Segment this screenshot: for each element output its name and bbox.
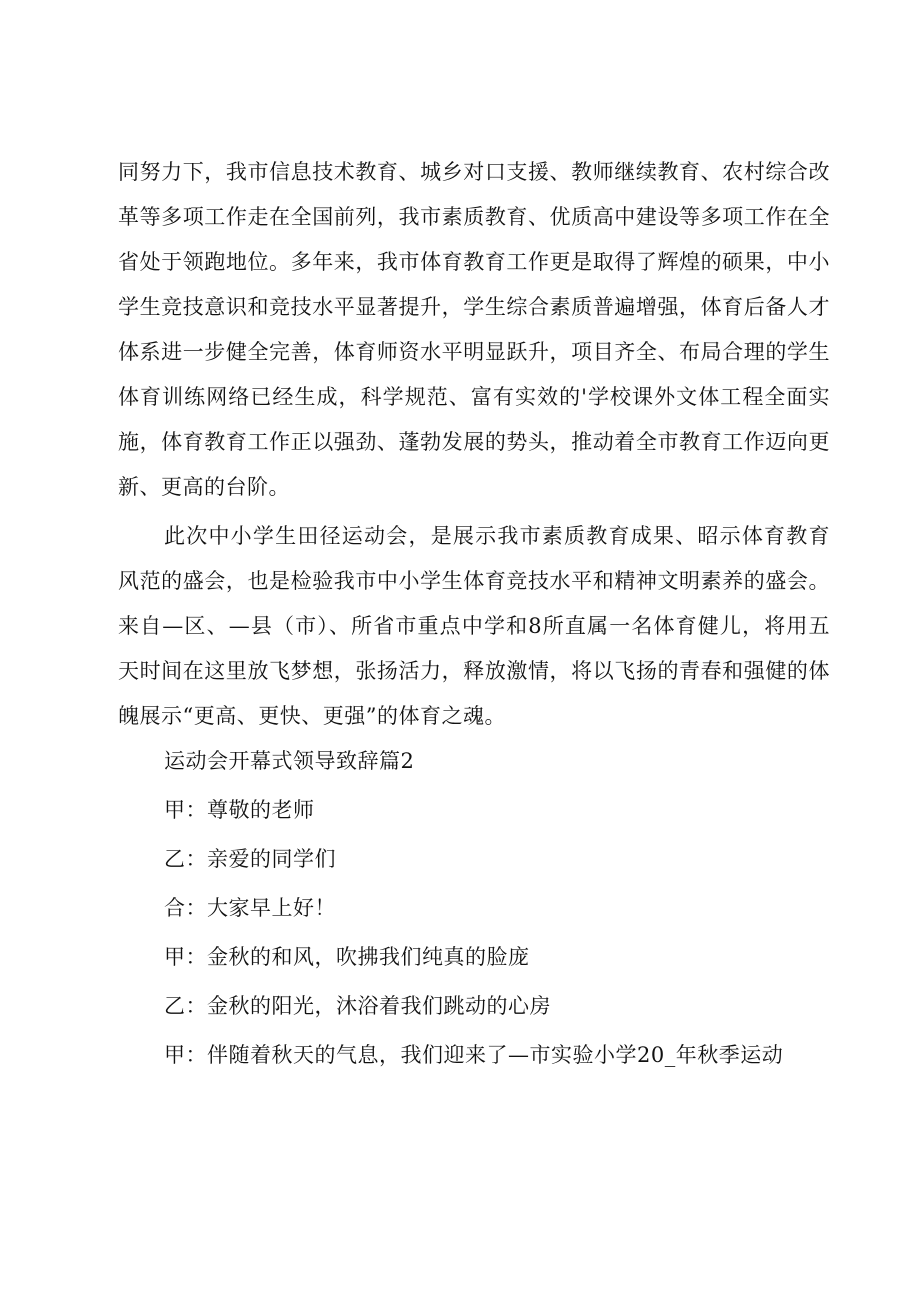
dialogue-line-2: 乙：亲爱的同学们 (164, 847, 336, 871)
dialogue-line-4: 甲：金秋的和风，吹拂我们纯真的脸庞 (164, 945, 530, 969)
body-paragraph-2: 此次中小学生田径运动会，是展示我市素质教育成果、昭示体育教育风范的盛会，也是检验我市中小学生体育竞技水平和精神文明素养的盛会。来自—区、—县（市）、所省市重点中学和8所直属一名体育健儿，将用五天时间在这里放飞梦想，张扬活力，释放激情，将以飞扬的青春和强健的体魄展示“更高、更快、更强”的体育之魂。 (118, 524, 830, 728)
dialogue-line-6: 甲：伴随着秋天的气息，我们迎来了—市实验小学20_年秋季运动 (164, 1043, 784, 1067)
dialogue-line-3: 合：大家早上好！ (164, 896, 336, 920)
dialogue-line-5: 乙：金秋的阳光，沐浴着我们跳动的心房 (164, 994, 551, 1018)
body-paragraph-1: 同努力下，我市信息技术教育、城乡对口支援、教师继续教育、农村综合改革等多项工作走在全国前列，我市素质教育、优质高中建设等多项工作在全省处于领跑地位。多年来，我市体育教育工作更是取得了辉煌的硕果，中小学生竞技意识和竞技水平显著提升，学生综合素质普遍增强，体育后备人才体系进一步健全完善，体育师资水平明显跃升，项目齐全、布局合理的学生体育训练网络已经生成，科学规范、富有实效的'学校课外文体工程全面实施，体育教育工作正以强劲、蓬勃发展的势头，推动着全市教育工作迈向更新、更高的台阶。 (118, 160, 830, 499)
section-heading: 运动会开幕式领导致辞篇2 (164, 749, 415, 773)
dialogue-line-1: 甲：尊敬的老师 (164, 798, 315, 822)
document-body (118, 150, 830, 1080)
